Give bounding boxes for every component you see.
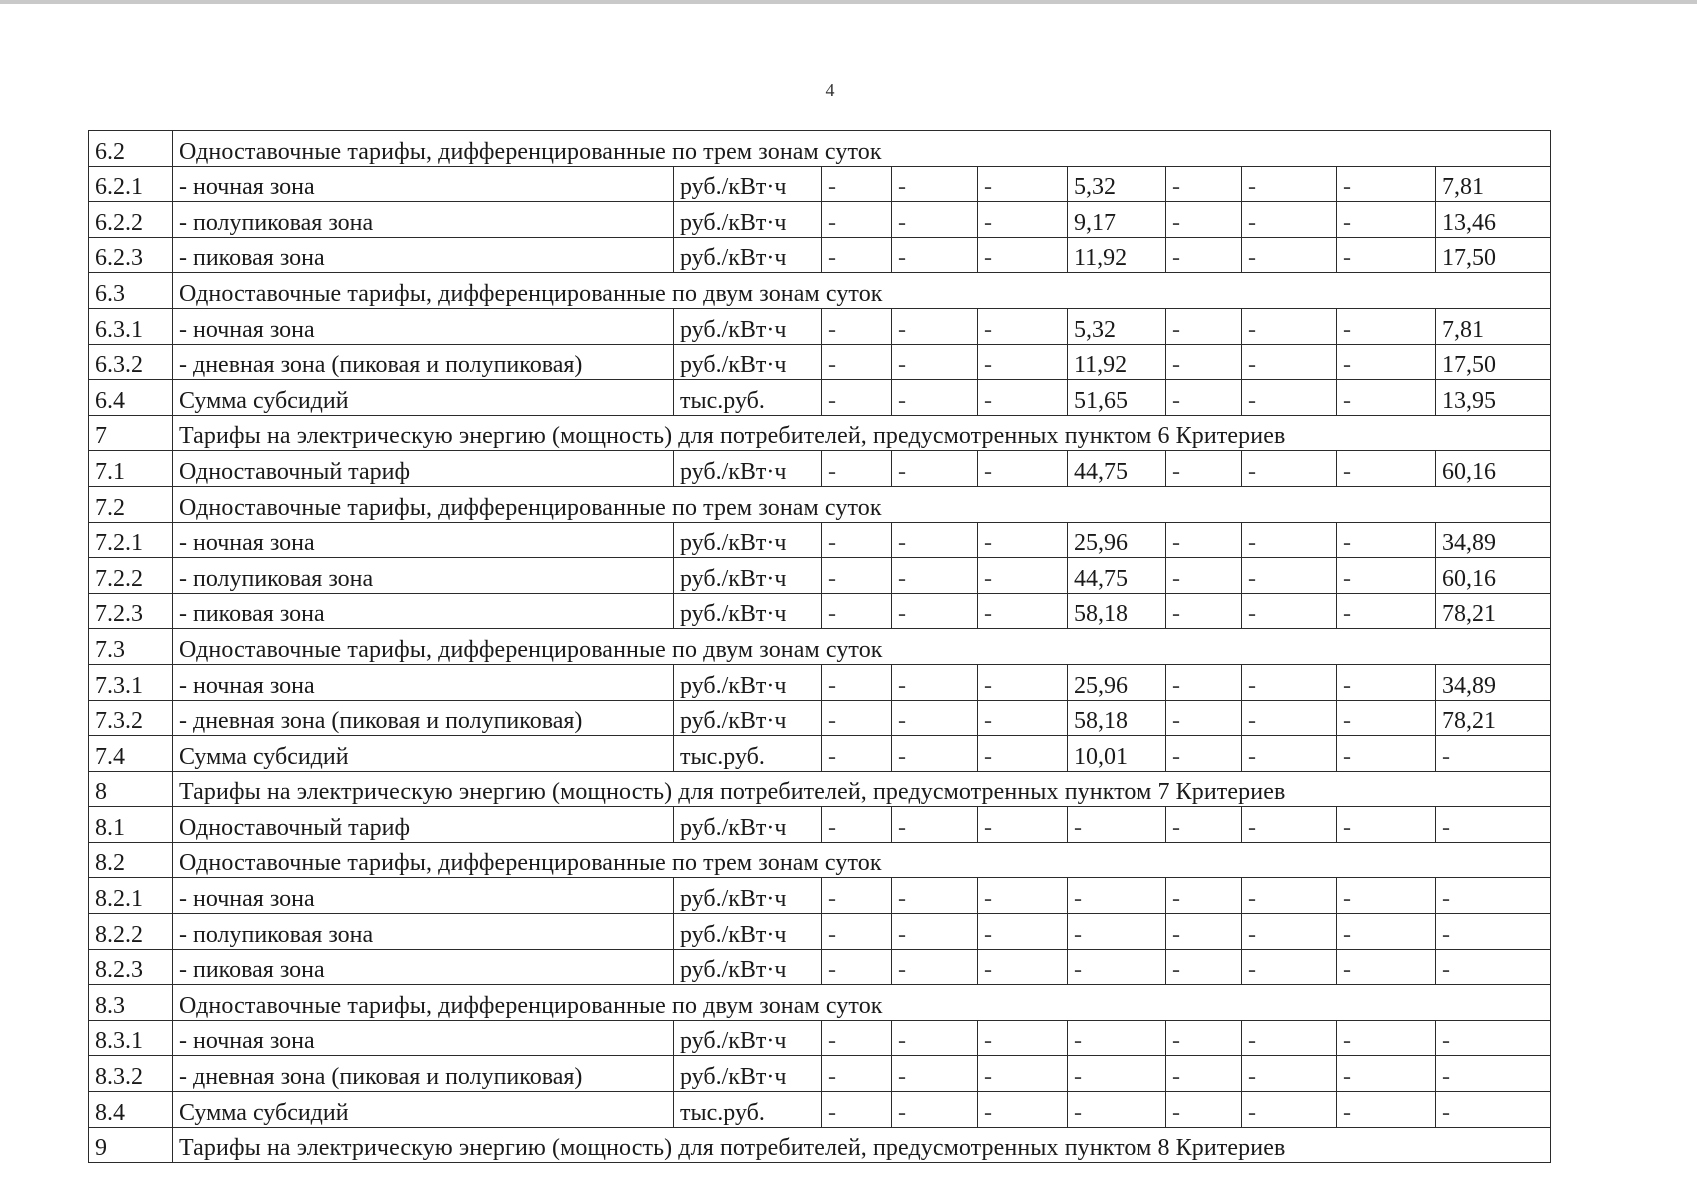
row-number: 6.3.1 (89, 308, 173, 344)
value-cell: - (1337, 700, 1436, 736)
row-unit: руб./кВт·ч (674, 344, 822, 380)
value-cell: 44,75 (1068, 451, 1166, 487)
value-cell: - (1436, 1092, 1551, 1128)
row-name: Одноставочный тариф (173, 451, 674, 487)
value-cell: - (1166, 1056, 1242, 1092)
row-unit: тыс.руб. (674, 380, 822, 416)
page-number: 4 (825, 80, 835, 100)
row-name: - полупиковая зона (173, 914, 674, 950)
value-cell: - (822, 736, 892, 772)
section-row (89, 771, 1551, 807)
value-cell: - (1242, 202, 1337, 238)
value-cell: - (1337, 380, 1436, 416)
value-cell: - (1068, 914, 1166, 950)
value-cell: - (978, 451, 1068, 487)
value-cell: 5,32 (1068, 308, 1166, 344)
value-cell: - (822, 914, 892, 950)
value-cell: - (1166, 664, 1242, 700)
value-cell: - (1242, 344, 1337, 380)
value-cell: - (822, 380, 892, 416)
section-row (89, 415, 1551, 451)
value-cell: - (1337, 1020, 1436, 1056)
value-cell: 58,18 (1068, 700, 1166, 736)
value-cell: - (1166, 807, 1242, 843)
value-cell: - (822, 237, 892, 273)
row-name: - ночная зона (173, 308, 674, 344)
row-number: 6.2.3 (89, 237, 173, 273)
row-name: - ночная зона (173, 522, 674, 558)
value-cell: 13,95 (1436, 380, 1551, 416)
value-cell: 9,17 (1068, 202, 1166, 238)
value-cell: - (892, 202, 978, 238)
value-cell: - (1166, 344, 1242, 380)
row-name: Сумма субсидий (173, 380, 674, 416)
row-name: - ночная зона (173, 166, 674, 202)
value-cell: - (892, 736, 978, 772)
row-number: 7.3.1 (89, 664, 173, 700)
row-number: 8 (89, 771, 173, 807)
value-cell: - (822, 558, 892, 594)
value-cell: - (1337, 522, 1436, 558)
value-cell: - (1337, 1092, 1436, 1128)
row-name: - ночная зона (173, 664, 674, 700)
row-number: 7.1 (89, 451, 173, 487)
value-cell: - (892, 664, 978, 700)
tariff-table (88, 130, 1551, 1163)
table-row (89, 237, 1551, 273)
value-cell: - (1242, 949, 1337, 985)
value-cell: - (978, 558, 1068, 594)
value-cell: - (892, 522, 978, 558)
value-cell: - (822, 949, 892, 985)
row-number: 7.4 (89, 736, 173, 772)
table-row (89, 914, 1551, 950)
value-cell: - (1337, 1056, 1436, 1092)
value-cell: - (1242, 878, 1337, 914)
value-cell: - (1337, 558, 1436, 594)
value-cell: - (1337, 166, 1436, 202)
row-unit: руб./кВт·ч (674, 308, 822, 344)
row-name: - пиковая зона (173, 237, 674, 273)
value-cell: - (1166, 380, 1242, 416)
value-cell: - (822, 700, 892, 736)
value-cell: - (978, 202, 1068, 238)
value-cell: - (892, 380, 978, 416)
row-name: Одноставочный тариф (173, 807, 674, 843)
row-unit: руб./кВт·ч (674, 237, 822, 273)
value-cell: 11,92 (1068, 344, 1166, 380)
row-number: 8.2.3 (89, 949, 173, 985)
section-title: Одноставочные тарифы, дифференцированные по двум зонам суток (173, 273, 1551, 309)
section-title: Одноставочные тарифы, дифференцированные по двум зонам суток (173, 985, 1551, 1021)
row-name: - полупиковая зона (173, 202, 674, 238)
value-cell: - (1166, 949, 1242, 985)
value-cell: - (892, 344, 978, 380)
section-row (89, 842, 1551, 878)
value-cell: - (822, 166, 892, 202)
section-row (89, 629, 1551, 665)
value-cell: - (1166, 558, 1242, 594)
row-name: - дневная зона (пиковая и полупиковая) (173, 700, 674, 736)
value-cell: - (1337, 344, 1436, 380)
section-title: Одноставочные тарифы, дифференцированные по трем зонам суток (173, 131, 1551, 167)
value-cell: - (1166, 593, 1242, 629)
value-cell: - (1242, 1020, 1337, 1056)
value-cell: 58,18 (1068, 593, 1166, 629)
value-cell: - (1166, 1020, 1242, 1056)
value-cell: - (1436, 1020, 1551, 1056)
value-cell: - (1337, 202, 1436, 238)
row-unit: руб./кВт·ч (674, 878, 822, 914)
row-name: - дневная зона (пиковая и полупиковая) (173, 344, 674, 380)
value-cell: - (1242, 700, 1337, 736)
section-row (89, 985, 1551, 1021)
value-cell: - (978, 593, 1068, 629)
table-row (89, 700, 1551, 736)
value-cell: - (1166, 1092, 1242, 1128)
value-cell: - (1337, 308, 1436, 344)
value-cell: - (1068, 1092, 1166, 1128)
value-cell: - (892, 1020, 978, 1056)
section-row (89, 131, 1551, 167)
value-cell: - (892, 237, 978, 273)
value-cell: - (1436, 878, 1551, 914)
value-cell: - (1242, 664, 1337, 700)
value-cell: - (1242, 914, 1337, 950)
row-name: Сумма субсидий (173, 1092, 674, 1128)
value-cell: - (1337, 736, 1436, 772)
value-cell: - (978, 237, 1068, 273)
value-cell: - (978, 736, 1068, 772)
value-cell: - (978, 1056, 1068, 1092)
value-cell: - (1242, 237, 1337, 273)
table-row (89, 344, 1551, 380)
value-cell: - (892, 949, 978, 985)
section-title: Одноставочные тарифы, дифференцированные по трем зонам суток (173, 842, 1551, 878)
row-unit: руб./кВт·ч (674, 522, 822, 558)
table-row (89, 736, 1551, 772)
section-title: Одноставочные тарифы, дифференцированные по трем зонам суток (173, 486, 1551, 522)
section-row (89, 1127, 1551, 1163)
value-cell: 5,32 (1068, 166, 1166, 202)
value-cell: 51,65 (1068, 380, 1166, 416)
table-row (89, 807, 1551, 843)
value-cell: 78,21 (1436, 593, 1551, 629)
row-unit: руб./кВт·ч (674, 1056, 822, 1092)
value-cell: - (978, 1020, 1068, 1056)
row-unit: тыс.руб. (674, 1092, 822, 1128)
row-number: 6.3.2 (89, 344, 173, 380)
row-name: Сумма субсидий (173, 736, 674, 772)
value-cell: - (1242, 558, 1337, 594)
value-cell: - (892, 807, 978, 843)
row-unit: руб./кВт·ч (674, 202, 822, 238)
section-title: Тарифы на электрическую энергию (мощность) для потребителей, предусмотренных пунктом 6 Критериев (173, 415, 1551, 451)
row-number: 6.2.2 (89, 202, 173, 238)
value-cell: - (822, 1056, 892, 1092)
row-unit: руб./кВт·ч (674, 593, 822, 629)
section-row (89, 273, 1551, 309)
row-unit: руб./кВт·ч (674, 949, 822, 985)
value-cell: - (1242, 807, 1337, 843)
row-number: 7.2 (89, 486, 173, 522)
row-number: 8.2 (89, 842, 173, 878)
row-number: 7.2.2 (89, 558, 173, 594)
value-cell: - (978, 380, 1068, 416)
value-cell: - (892, 914, 978, 950)
value-cell: - (1166, 522, 1242, 558)
row-unit: руб./кВт·ч (674, 914, 822, 950)
table-row (89, 664, 1551, 700)
row-unit: руб./кВт·ч (674, 700, 822, 736)
row-name: - пиковая зона (173, 949, 674, 985)
value-cell: - (978, 664, 1068, 700)
row-number: 7.3 (89, 629, 173, 665)
value-cell: - (1166, 736, 1242, 772)
value-cell: 13,46 (1436, 202, 1551, 238)
value-cell: - (1337, 914, 1436, 950)
row-name: - ночная зона (173, 878, 674, 914)
row-number: 8.3.2 (89, 1056, 173, 1092)
value-cell: - (1166, 308, 1242, 344)
value-cell: - (1242, 593, 1337, 629)
row-number: 7.3.2 (89, 700, 173, 736)
table-row (89, 1092, 1551, 1128)
row-number: 6.2 (89, 131, 173, 167)
value-cell: - (822, 878, 892, 914)
row-number: 7.2.1 (89, 522, 173, 558)
value-cell: - (892, 700, 978, 736)
value-cell: - (822, 1092, 892, 1128)
value-cell: - (1337, 664, 1436, 700)
table-row (89, 558, 1551, 594)
table-row (89, 522, 1551, 558)
value-cell: 34,89 (1436, 522, 1551, 558)
row-number: 6.2.1 (89, 166, 173, 202)
value-cell: - (1242, 451, 1337, 487)
value-cell: 17,50 (1436, 237, 1551, 273)
value-cell: - (822, 664, 892, 700)
row-number: 8.2.2 (89, 914, 173, 950)
value-cell: 25,96 (1068, 522, 1166, 558)
value-cell: - (822, 202, 892, 238)
value-cell: - (978, 1092, 1068, 1128)
value-cell: - (1436, 807, 1551, 843)
value-cell: - (1242, 736, 1337, 772)
value-cell: - (822, 451, 892, 487)
row-number: 9 (89, 1127, 173, 1163)
value-cell: - (1436, 949, 1551, 985)
value-cell: - (892, 1092, 978, 1128)
value-cell: - (978, 522, 1068, 558)
row-unit: руб./кВт·ч (674, 558, 822, 594)
value-cell: - (1068, 949, 1166, 985)
value-cell: - (822, 344, 892, 380)
value-cell: - (978, 700, 1068, 736)
table-row (89, 1056, 1551, 1092)
value-cell: - (1242, 522, 1337, 558)
section-title: Тарифы на электрическую энергию (мощность) для потребителей, предусмотренных пунктом 7 Критериев (173, 771, 1551, 807)
row-name: - пиковая зона (173, 593, 674, 629)
row-number: 7.2.3 (89, 593, 173, 629)
value-cell: - (978, 166, 1068, 202)
row-unit: тыс.руб. (674, 736, 822, 772)
value-cell: - (822, 522, 892, 558)
value-cell: 44,75 (1068, 558, 1166, 594)
value-cell: 34,89 (1436, 664, 1551, 700)
row-name: - дневная зона (пиковая и полупиковая) (173, 1056, 674, 1092)
value-cell: - (892, 308, 978, 344)
value-cell: - (892, 558, 978, 594)
value-cell: - (1337, 237, 1436, 273)
row-name: - ночная зона (173, 1020, 674, 1056)
value-cell: - (978, 344, 1068, 380)
table-row (89, 166, 1551, 202)
value-cell: - (1337, 878, 1436, 914)
table-row (89, 593, 1551, 629)
value-cell: - (1242, 166, 1337, 202)
value-cell: - (978, 807, 1068, 843)
value-cell: - (822, 807, 892, 843)
row-number: 8.3.1 (89, 1020, 173, 1056)
scan-top-edge (0, 0, 1697, 4)
value-cell: - (822, 308, 892, 344)
value-cell: - (1166, 202, 1242, 238)
value-cell: - (1242, 1092, 1337, 1128)
row-name: - полупиковая зона (173, 558, 674, 594)
value-cell: - (1242, 1056, 1337, 1092)
value-cell: - (1242, 308, 1337, 344)
row-unit: руб./кВт·ч (674, 807, 822, 843)
row-number: 6.3 (89, 273, 173, 309)
table-row (89, 308, 1551, 344)
row-number: 7 (89, 415, 173, 451)
value-cell: - (1068, 878, 1166, 914)
table-row (89, 451, 1551, 487)
value-cell: - (892, 593, 978, 629)
value-cell: 11,92 (1068, 237, 1166, 273)
table-row (89, 878, 1551, 914)
value-cell: - (1436, 736, 1551, 772)
value-cell: - (978, 914, 1068, 950)
value-cell: - (978, 878, 1068, 914)
value-cell: - (892, 451, 978, 487)
row-unit: руб./кВт·ч (674, 664, 822, 700)
row-unit: руб./кВт·ч (674, 1020, 822, 1056)
section-title: Тарифы на электрическую энергию (мощность) для потребителей, предусмотренных пунктом 8 Критериев (173, 1127, 1551, 1163)
tariff-table-body (89, 131, 1551, 1163)
value-cell: 25,96 (1068, 664, 1166, 700)
value-cell: - (822, 1020, 892, 1056)
row-number: 8.1 (89, 807, 173, 843)
value-cell: - (1068, 1020, 1166, 1056)
table-row (89, 202, 1551, 238)
section-row (89, 486, 1551, 522)
value-cell: - (892, 878, 978, 914)
value-cell: - (1166, 700, 1242, 736)
value-cell: - (1337, 451, 1436, 487)
value-cell: 17,50 (1436, 344, 1551, 380)
row-unit: руб./кВт·ч (674, 166, 822, 202)
row-number: 6.4 (89, 380, 173, 416)
value-cell: - (978, 949, 1068, 985)
value-cell: - (1166, 914, 1242, 950)
value-cell: 10,01 (1068, 736, 1166, 772)
value-cell: - (892, 1056, 978, 1092)
value-cell: - (1068, 1056, 1166, 1092)
value-cell: - (1166, 166, 1242, 202)
row-number: 8.3 (89, 985, 173, 1021)
value-cell: - (892, 166, 978, 202)
value-cell: - (1436, 1056, 1551, 1092)
value-cell: 7,81 (1436, 308, 1551, 344)
value-cell: - (822, 593, 892, 629)
value-cell: 78,21 (1436, 700, 1551, 736)
table-row (89, 1020, 1551, 1056)
value-cell: - (1337, 593, 1436, 629)
table-row (89, 380, 1551, 416)
value-cell: - (1337, 949, 1436, 985)
table-row (89, 949, 1551, 985)
value-cell: - (1337, 807, 1436, 843)
value-cell: - (978, 308, 1068, 344)
value-cell: - (1166, 878, 1242, 914)
value-cell: 7,81 (1436, 166, 1551, 202)
section-title: Одноставочные тарифы, дифференцированные по двум зонам суток (173, 629, 1551, 665)
row-number: 8.4 (89, 1092, 173, 1128)
value-cell: - (1436, 914, 1551, 950)
value-cell: 60,16 (1436, 451, 1551, 487)
row-number: 8.2.1 (89, 878, 173, 914)
value-cell: - (1242, 380, 1337, 416)
value-cell: - (1068, 807, 1166, 843)
value-cell: - (1166, 237, 1242, 273)
value-cell: 60,16 (1436, 558, 1551, 594)
value-cell: - (1166, 451, 1242, 487)
row-unit: руб./кВт·ч (674, 451, 822, 487)
